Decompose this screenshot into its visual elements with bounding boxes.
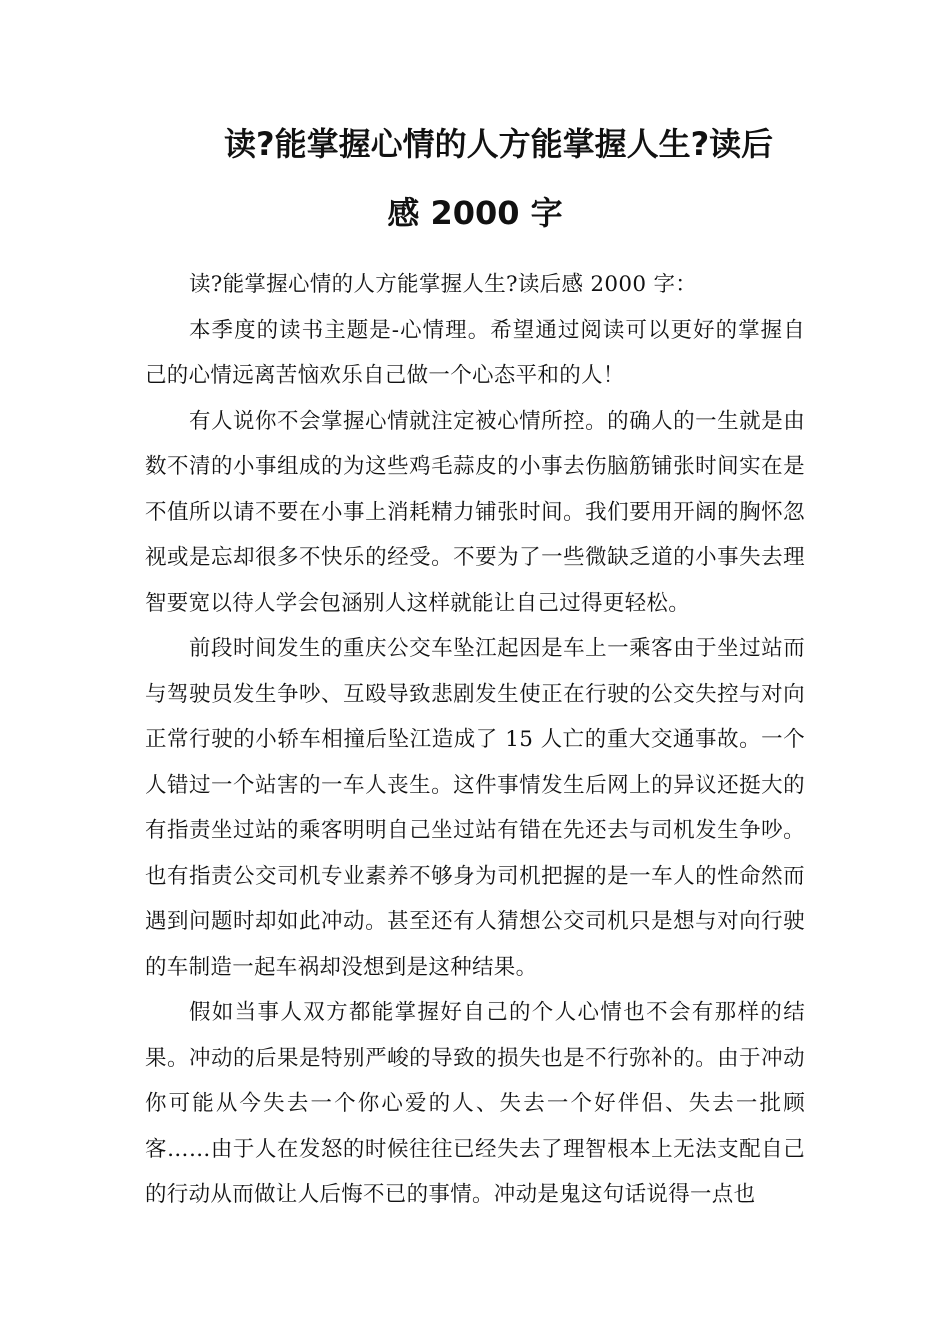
paragraph-intro: 读?能掌握心情的人方能掌握人生?读后感 2000 字： (189, 272, 698, 297)
paragraph-control: 有人说你不会掌握心情就注定被心情所控。的确人的一生就是由数不清的小事组成的为这些鸡毛蒜皮的小事去伤脑筋铺张时间实在是不值所以请不要在小事上消耗精力铺张时间。我们要用开阔的胸怀忽视或是忘却很多不快乐的经受。不要为了一些微缺乏道的小事失去理智要宽以待人学会包涵别人这样就能让自己过得更轻松。 (145, 408, 805, 616)
document-title-line-1: 读?能掌握心情的人方能掌握人生?读后 (224, 125, 774, 163)
paragraph-consequence: 假如当事人双方都能掌握好自己的个人心情也不会有那样的结果。冲动的后果是特别严峻的导致的损失也是不行弥补的。由于冲动你可能从今失去一个你心爱的人、失去一个好伴侣、失去一批顾客……由于人在发怒的时候往往已经失去了理智根本上无法支配自己的行动从而做让人后悔不已的事情。冲动是鬼这句话说得一点也 (145, 1000, 805, 1207)
document-body (145, 262, 805, 1218)
paragraph-bus-accident: 前段时间发生的重庆公交车坠江起因是车上一乘客由于坐过站而与驾驶员发生争吵、互殴导致悲剧发生使正在行驶的公交失控与对向正常行驶的小轿车相撞后坠江造成了 15 人亡的重大交通事故。一个人错过一个站害的一车人丧生。这件事情发生后网上的异议还挺大的有指责坐过站的乘客明明自己坐过站有错在先还去与司机发生争吵。也有指责公交司机专业素养不够身为司机把握的是一车人的性命然而遇到问题时却如此冲动。甚至还有人猜想公交司机只是想与对向行驶的车制造一起车祸却没想到是这种结果。 (145, 636, 805, 980)
paragraph-theme: 本季度的读书主题是-心情理。希望通过阅读可以更好的掌握自己的心情远离苦恼欢乐自己做一个心态平和的人！ (145, 317, 805, 388)
document-title-line-2: 感 2000 字 (387, 194, 563, 232)
